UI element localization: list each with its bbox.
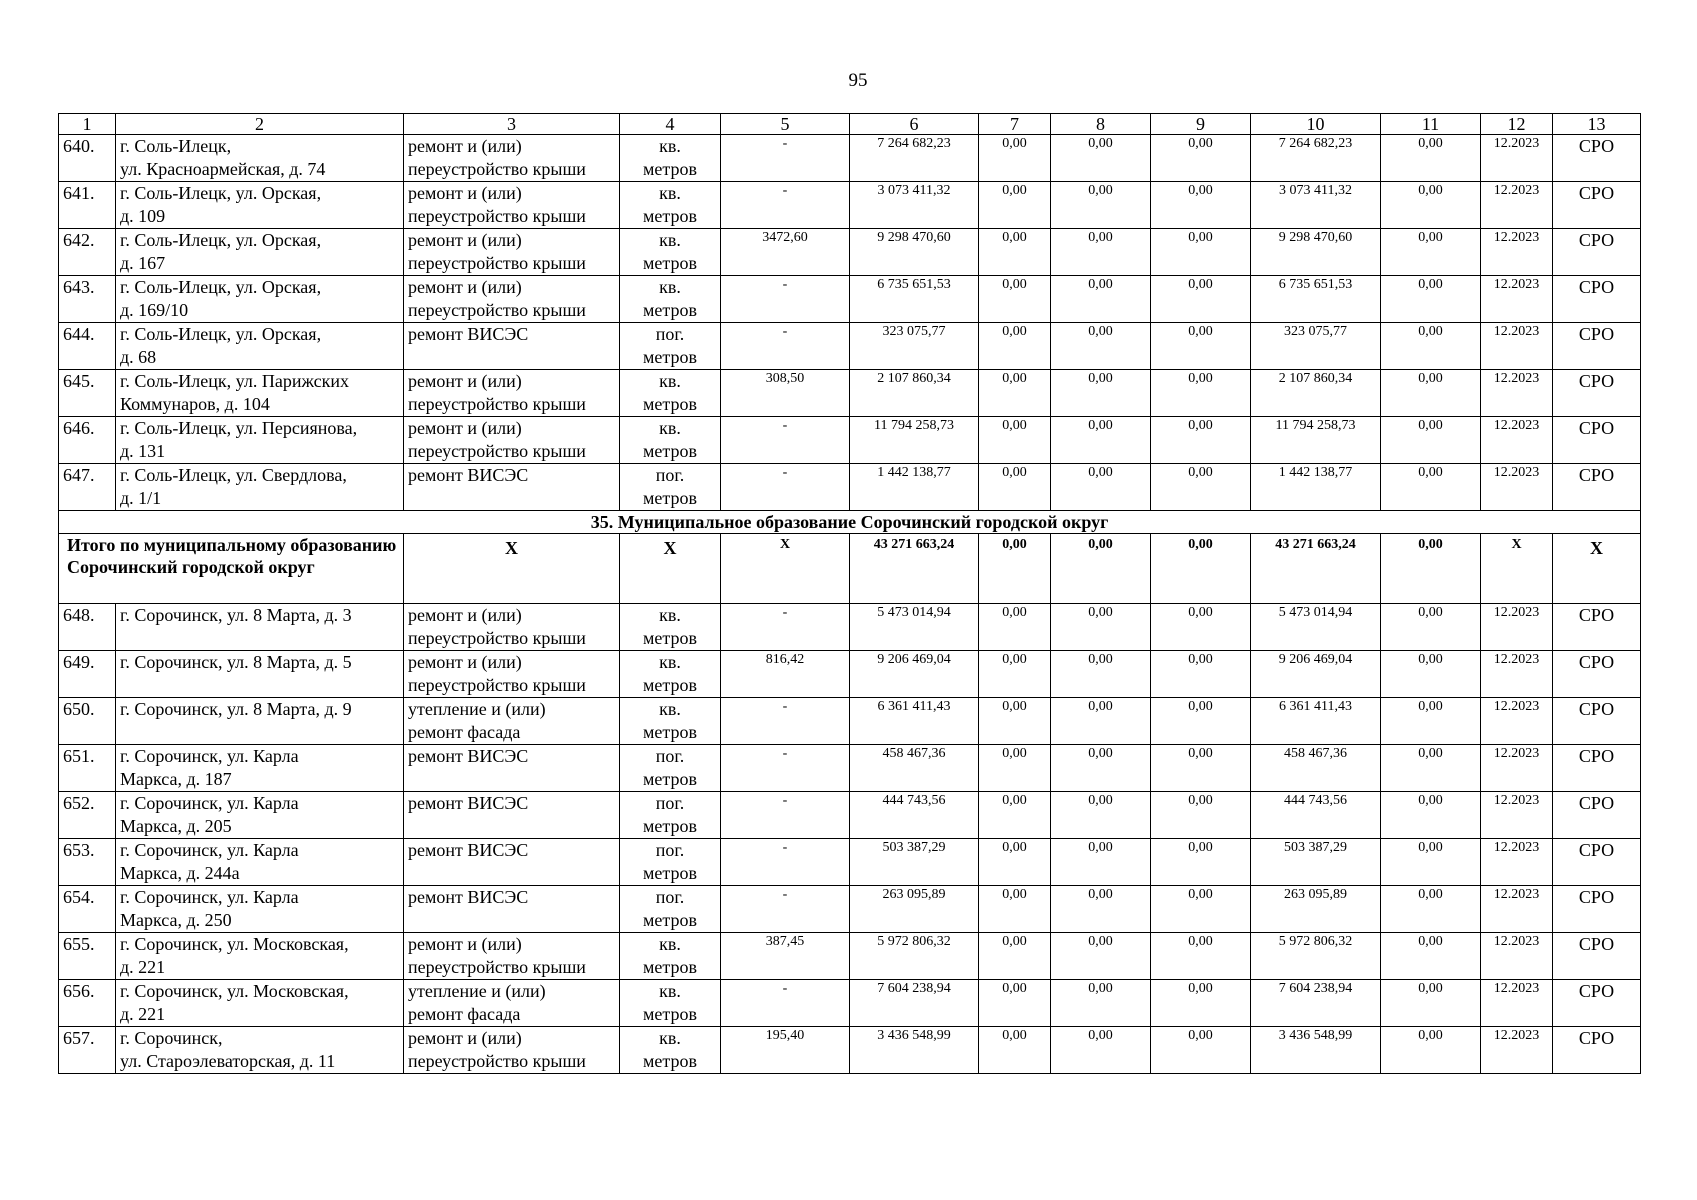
cell-work-type: ремонт ВИСЭС xyxy=(404,464,620,511)
cell-owner-funds: 1 442 138,77 xyxy=(1251,464,1381,511)
cell-federal-funds: 0,00 xyxy=(979,229,1051,276)
cell-regional-funds: 0,00 xyxy=(1051,1027,1151,1074)
cell-total-cost: 323 075,77 xyxy=(850,323,979,370)
cell-work-type: ремонт и (или) переустройство крыши xyxy=(404,1027,620,1074)
column-number-10: 10 xyxy=(1251,114,1381,135)
table-row xyxy=(59,886,1641,933)
total-cell-c8: 0,00 xyxy=(1051,534,1151,604)
cell-address: г. Соль-Илецк, ул. Парижских Коммунаров, д. 104 xyxy=(116,370,404,417)
cell-row-number: 649. xyxy=(59,651,116,698)
cell-total-cost: 458 467,36 xyxy=(850,745,979,792)
cell-work-type: утепление и (или) ремонт фасада xyxy=(404,698,620,745)
column-number-11: 11 xyxy=(1381,114,1481,135)
cell-area: 308,50 xyxy=(721,370,850,417)
cell-other-funds: 0,00 xyxy=(1381,886,1481,933)
cell-local-funds: 0,00 xyxy=(1151,792,1251,839)
table-row xyxy=(59,1027,1641,1074)
cell-local-funds: 0,00 xyxy=(1151,698,1251,745)
cell-owner-funds: 11 794 258,73 xyxy=(1251,417,1381,464)
cell-other-funds: 0,00 xyxy=(1381,980,1481,1027)
cell-capital-repair-method: СРО xyxy=(1553,182,1641,229)
cell-area: - xyxy=(721,182,850,229)
cell-total-cost: 9 298 470,60 xyxy=(850,229,979,276)
cell-other-funds: 0,00 xyxy=(1381,698,1481,745)
section-header-row xyxy=(59,511,1641,534)
cell-address: г. Сорочинск, ул. 8 Марта, д. 5 xyxy=(116,651,404,698)
cell-row-number: 652. xyxy=(59,792,116,839)
cell-work-type: ремонт ВИСЭС xyxy=(404,323,620,370)
cell-unit: кв. метров xyxy=(620,651,721,698)
cell-completion-date: 12.2023 xyxy=(1481,229,1553,276)
cell-regional-funds: 0,00 xyxy=(1051,933,1151,980)
cell-unit: пог. метров xyxy=(620,792,721,839)
cell-other-funds: 0,00 xyxy=(1381,604,1481,651)
cell-total-cost: 9 206 469,04 xyxy=(850,651,979,698)
cell-other-funds: 0,00 xyxy=(1381,417,1481,464)
cell-federal-funds: 0,00 xyxy=(979,933,1051,980)
cell-regional-funds: 0,00 xyxy=(1051,370,1151,417)
cell-local-funds: 0,00 xyxy=(1151,980,1251,1027)
cell-capital-repair-method: СРО xyxy=(1553,276,1641,323)
cell-capital-repair-method: СРО xyxy=(1553,886,1641,933)
cell-address: г. Сорочинск, ул. Староэлеваторская, д. 11 xyxy=(116,1027,404,1074)
cell-federal-funds: 0,00 xyxy=(979,182,1051,229)
cell-area: - xyxy=(721,980,850,1027)
column-number-3: 3 xyxy=(404,114,620,135)
cell-total-cost: 444 743,56 xyxy=(850,792,979,839)
cell-completion-date: 12.2023 xyxy=(1481,886,1553,933)
cell-unit: кв. метров xyxy=(620,370,721,417)
cell-other-funds: 0,00 xyxy=(1381,229,1481,276)
cell-federal-funds: 0,00 xyxy=(979,980,1051,1027)
cell-regional-funds: 0,00 xyxy=(1051,839,1151,886)
page-number: 95 xyxy=(848,70,868,91)
cell-owner-funds: 3 073 411,32 xyxy=(1251,182,1381,229)
cell-capital-repair-method: СРО xyxy=(1553,792,1641,839)
column-number-2: 2 xyxy=(116,114,404,135)
cell-regional-funds: 0,00 xyxy=(1051,464,1151,511)
cell-total-cost: 5 972 806,32 xyxy=(850,933,979,980)
table-row xyxy=(59,417,1641,464)
table-row xyxy=(59,323,1641,370)
cell-address: г. Сорочинск, ул. Карла Маркса, д. 250 xyxy=(116,886,404,933)
cell-unit: пог. метров xyxy=(620,464,721,511)
cell-owner-funds: 7 264 682,23 xyxy=(1251,135,1381,182)
cell-owner-funds: 2 107 860,34 xyxy=(1251,370,1381,417)
cell-area: 816,42 xyxy=(721,651,850,698)
cell-total-cost: 6 735 651,53 xyxy=(850,276,979,323)
cell-owner-funds: 5 972 806,32 xyxy=(1251,933,1381,980)
cell-row-number: 648. xyxy=(59,604,116,651)
cell-local-funds: 0,00 xyxy=(1151,229,1251,276)
column-number-7: 7 xyxy=(979,114,1051,135)
cell-total-cost: 263 095,89 xyxy=(850,886,979,933)
cell-regional-funds: 0,00 xyxy=(1051,182,1151,229)
cell-other-funds: 0,00 xyxy=(1381,792,1481,839)
total-label: Итого по муниципальному образованию Сорочинский городской округ xyxy=(59,534,404,604)
column-number-8: 8 xyxy=(1051,114,1151,135)
cell-completion-date: 12.2023 xyxy=(1481,417,1553,464)
cell-area: - xyxy=(721,792,850,839)
cell-unit: пог. метров xyxy=(620,839,721,886)
cell-local-funds: 0,00 xyxy=(1151,1027,1251,1074)
cell-work-type: ремонт ВИСЭС xyxy=(404,886,620,933)
cell-capital-repair-method: СРО xyxy=(1553,464,1641,511)
cell-work-type: утепление и (или) ремонт фасада xyxy=(404,980,620,1027)
cell-federal-funds: 0,00 xyxy=(979,323,1051,370)
cell-unit: кв. метров xyxy=(620,933,721,980)
cell-local-funds: 0,00 xyxy=(1151,886,1251,933)
cell-capital-repair-method: СРО xyxy=(1553,933,1641,980)
table-row xyxy=(59,792,1641,839)
cell-federal-funds: 0,00 xyxy=(979,464,1051,511)
cell-total-cost: 2 107 860,34 xyxy=(850,370,979,417)
cell-local-funds: 0,00 xyxy=(1151,135,1251,182)
cell-work-type: ремонт ВИСЭС xyxy=(404,792,620,839)
cell-federal-funds: 0,00 xyxy=(979,651,1051,698)
cell-federal-funds: 0,00 xyxy=(979,135,1051,182)
cell-row-number: 647. xyxy=(59,464,116,511)
cell-federal-funds: 0,00 xyxy=(979,745,1051,792)
cell-unit: кв. метров xyxy=(620,182,721,229)
cell-area: 195,40 xyxy=(721,1027,850,1074)
total-cell-c4: X xyxy=(620,534,721,604)
cell-federal-funds: 0,00 xyxy=(979,276,1051,323)
cell-completion-date: 12.2023 xyxy=(1481,276,1553,323)
cell-completion-date: 12.2023 xyxy=(1481,980,1553,1027)
cell-capital-repair-method: СРО xyxy=(1553,323,1641,370)
cell-area: - xyxy=(721,604,850,651)
cell-unit: кв. метров xyxy=(620,276,721,323)
cell-capital-repair-method: СРО xyxy=(1553,980,1641,1027)
cell-federal-funds: 0,00 xyxy=(979,1027,1051,1074)
total-cell-c6: 43 271 663,24 xyxy=(850,534,979,604)
cell-address: г. Сорочинск, ул. Московская, д. 221 xyxy=(116,933,404,980)
cell-completion-date: 12.2023 xyxy=(1481,698,1553,745)
cell-local-funds: 0,00 xyxy=(1151,417,1251,464)
table-row xyxy=(59,182,1641,229)
column-number-row xyxy=(59,114,1641,135)
total-cell-c12: X xyxy=(1481,534,1553,604)
cell-regional-funds: 0,00 xyxy=(1051,980,1151,1027)
cell-total-cost: 3 436 548,99 xyxy=(850,1027,979,1074)
section-title: 35. Муниципальное образование Сорочинский городской округ xyxy=(59,511,1641,534)
cell-owner-funds: 7 604 238,94 xyxy=(1251,980,1381,1027)
cell-other-funds: 0,00 xyxy=(1381,839,1481,886)
cell-work-type: ремонт ВИСЭС xyxy=(404,745,620,792)
cell-row-number: 644. xyxy=(59,323,116,370)
cell-work-type: ремонт и (или) переустройство крыши xyxy=(404,182,620,229)
cell-owner-funds: 503 387,29 xyxy=(1251,839,1381,886)
cell-address: г. Соль-Илецк, ул. Орская, д. 68 xyxy=(116,323,404,370)
cell-regional-funds: 0,00 xyxy=(1051,745,1151,792)
cell-other-funds: 0,00 xyxy=(1381,1027,1481,1074)
cell-capital-repair-method: СРО xyxy=(1553,1027,1641,1074)
cell-owner-funds: 323 075,77 xyxy=(1251,323,1381,370)
cell-area: - xyxy=(721,276,850,323)
cell-work-type: ремонт и (или) переустройство крыши xyxy=(404,933,620,980)
column-number-9: 9 xyxy=(1151,114,1251,135)
cell-work-type: ремонт и (или) переустройство крыши xyxy=(404,370,620,417)
cell-capital-repair-method: СРО xyxy=(1553,651,1641,698)
cell-area: - xyxy=(721,839,850,886)
cell-row-number: 651. xyxy=(59,745,116,792)
cell-owner-funds: 3 436 548,99 xyxy=(1251,1027,1381,1074)
cell-other-funds: 0,00 xyxy=(1381,745,1481,792)
cell-total-cost: 3 073 411,32 xyxy=(850,182,979,229)
cell-regional-funds: 0,00 xyxy=(1051,323,1151,370)
capital-repair-table xyxy=(58,113,1641,1074)
cell-other-funds: 0,00 xyxy=(1381,135,1481,182)
column-number-12: 12 xyxy=(1481,114,1553,135)
total-cell-c11: 0,00 xyxy=(1381,534,1481,604)
cell-address: г. Сорочинск, ул. Московская, д. 221 xyxy=(116,980,404,1027)
cell-federal-funds: 0,00 xyxy=(979,839,1051,886)
table-row xyxy=(59,604,1641,651)
table-row xyxy=(59,370,1641,417)
cell-address: г. Сорочинск, ул. 8 Марта, д. 3 xyxy=(116,604,404,651)
cell-local-funds: 0,00 xyxy=(1151,839,1251,886)
cell-federal-funds: 0,00 xyxy=(979,698,1051,745)
cell-capital-repair-method: СРО xyxy=(1553,604,1641,651)
cell-address: г. Соль-Илецк, ул. Красноармейская, д. 74 xyxy=(116,135,404,182)
table-row xyxy=(59,276,1641,323)
cell-row-number: 655. xyxy=(59,933,116,980)
total-cell-c3: X xyxy=(404,534,620,604)
cell-local-funds: 0,00 xyxy=(1151,182,1251,229)
cell-completion-date: 12.2023 xyxy=(1481,135,1553,182)
cell-area: 387,45 xyxy=(721,933,850,980)
cell-other-funds: 0,00 xyxy=(1381,651,1481,698)
cell-unit: кв. метров xyxy=(620,1027,721,1074)
cell-regional-funds: 0,00 xyxy=(1051,651,1151,698)
cell-completion-date: 12.2023 xyxy=(1481,839,1553,886)
cell-completion-date: 12.2023 xyxy=(1481,464,1553,511)
cell-unit: кв. метров xyxy=(620,604,721,651)
cell-regional-funds: 0,00 xyxy=(1051,698,1151,745)
cell-row-number: 646. xyxy=(59,417,116,464)
cell-work-type: ремонт и (или) переустройство крыши xyxy=(404,651,620,698)
cell-completion-date: 12.2023 xyxy=(1481,323,1553,370)
cell-unit: кв. метров xyxy=(620,980,721,1027)
cell-unit: кв. метров xyxy=(620,135,721,182)
table-row xyxy=(59,745,1641,792)
total-cell-c10: 43 271 663,24 xyxy=(1251,534,1381,604)
cell-owner-funds: 5 473 014,94 xyxy=(1251,604,1381,651)
cell-row-number: 641. xyxy=(59,182,116,229)
cell-local-funds: 0,00 xyxy=(1151,745,1251,792)
cell-capital-repair-method: СРО xyxy=(1553,839,1641,886)
cell-total-cost: 5 473 014,94 xyxy=(850,604,979,651)
cell-unit: кв. метров xyxy=(620,229,721,276)
cell-completion-date: 12.2023 xyxy=(1481,604,1553,651)
cell-regional-funds: 0,00 xyxy=(1051,604,1151,651)
table-row xyxy=(59,839,1641,886)
cell-other-funds: 0,00 xyxy=(1381,276,1481,323)
cell-completion-date: 12.2023 xyxy=(1481,182,1553,229)
cell-federal-funds: 0,00 xyxy=(979,886,1051,933)
cell-address: г. Соль-Илецк, ул. Персиянова, д. 131 xyxy=(116,417,404,464)
cell-regional-funds: 0,00 xyxy=(1051,276,1151,323)
total-cell-c13: X xyxy=(1553,534,1641,604)
cell-other-funds: 0,00 xyxy=(1381,323,1481,370)
total-row xyxy=(59,534,1641,604)
cell-owner-funds: 263 095,89 xyxy=(1251,886,1381,933)
total-cell-c7: 0,00 xyxy=(979,534,1051,604)
cell-federal-funds: 0,00 xyxy=(979,370,1051,417)
cell-row-number: 642. xyxy=(59,229,116,276)
cell-address: г. Сорочинск, ул. Карла Маркса, д. 187 xyxy=(116,745,404,792)
column-number-1: 1 xyxy=(59,114,116,135)
cell-unit: пог. метров xyxy=(620,886,721,933)
table-row xyxy=(59,464,1641,511)
cell-work-type: ремонт и (или) переустройство крыши xyxy=(404,276,620,323)
column-number-6: 6 xyxy=(850,114,979,135)
cell-address: г. Сорочинск, ул. Карла Маркса, д. 205 xyxy=(116,792,404,839)
cell-local-funds: 0,00 xyxy=(1151,323,1251,370)
cell-area: - xyxy=(721,464,850,511)
cell-owner-funds: 9 298 470,60 xyxy=(1251,229,1381,276)
cell-address: г. Соль-Илецк, ул. Орская, д. 109 xyxy=(116,182,404,229)
cell-address: г. Соль-Илецк, ул. Свердлова, д. 1/1 xyxy=(116,464,404,511)
cell-owner-funds: 458 467,36 xyxy=(1251,745,1381,792)
cell-unit: кв. метров xyxy=(620,417,721,464)
cell-area: - xyxy=(721,886,850,933)
table-row xyxy=(59,698,1641,745)
cell-federal-funds: 0,00 xyxy=(979,604,1051,651)
cell-other-funds: 0,00 xyxy=(1381,182,1481,229)
cell-regional-funds: 0,00 xyxy=(1051,417,1151,464)
cell-row-number: 654. xyxy=(59,886,116,933)
table-row xyxy=(59,933,1641,980)
cell-row-number: 650. xyxy=(59,698,116,745)
cell-capital-repair-method: СРО xyxy=(1553,745,1641,792)
cell-other-funds: 0,00 xyxy=(1381,933,1481,980)
cell-unit: пог. метров xyxy=(620,323,721,370)
cell-capital-repair-method: СРО xyxy=(1553,370,1641,417)
cell-completion-date: 12.2023 xyxy=(1481,370,1553,417)
cell-local-funds: 0,00 xyxy=(1151,370,1251,417)
cell-regional-funds: 0,00 xyxy=(1051,135,1151,182)
cell-federal-funds: 0,00 xyxy=(979,417,1051,464)
cell-local-funds: 0,00 xyxy=(1151,651,1251,698)
table-row xyxy=(59,980,1641,1027)
cell-capital-repair-method: СРО xyxy=(1553,417,1641,464)
cell-total-cost: 11 794 258,73 xyxy=(850,417,979,464)
cell-completion-date: 12.2023 xyxy=(1481,792,1553,839)
table-row xyxy=(59,651,1641,698)
cell-area: - xyxy=(721,745,850,792)
cell-unit: кв. метров xyxy=(620,698,721,745)
column-number-4: 4 xyxy=(620,114,721,135)
cell-address: г. Сорочинск, ул. 8 Марта, д. 9 xyxy=(116,698,404,745)
cell-regional-funds: 0,00 xyxy=(1051,792,1151,839)
cell-total-cost: 7 604 238,94 xyxy=(850,980,979,1027)
cell-federal-funds: 0,00 xyxy=(979,792,1051,839)
cell-work-type: ремонт и (или) переустройство крыши xyxy=(404,604,620,651)
cell-owner-funds: 444 743,56 xyxy=(1251,792,1381,839)
cell-capital-repair-method: СРО xyxy=(1553,698,1641,745)
cell-completion-date: 12.2023 xyxy=(1481,651,1553,698)
column-number-13: 13 xyxy=(1553,114,1641,135)
cell-completion-date: 12.2023 xyxy=(1481,1027,1553,1074)
cell-local-funds: 0,00 xyxy=(1151,933,1251,980)
cell-address: г. Соль-Илецк, ул. Орская, д. 169/10 xyxy=(116,276,404,323)
table-row xyxy=(59,135,1641,182)
cell-owner-funds: 6 361 411,43 xyxy=(1251,698,1381,745)
cell-area: - xyxy=(721,698,850,745)
cell-local-funds: 0,00 xyxy=(1151,276,1251,323)
cell-address: г. Соль-Илецк, ул. Орская, д. 167 xyxy=(116,229,404,276)
cell-area: - xyxy=(721,417,850,464)
cell-row-number: 645. xyxy=(59,370,116,417)
total-cell-c9: 0,00 xyxy=(1151,534,1251,604)
cell-capital-repair-method: СРО xyxy=(1553,229,1641,276)
cell-row-number: 653. xyxy=(59,839,116,886)
column-number-5: 5 xyxy=(721,114,850,135)
cell-row-number: 640. xyxy=(59,135,116,182)
cell-completion-date: 12.2023 xyxy=(1481,933,1553,980)
cell-owner-funds: 9 206 469,04 xyxy=(1251,651,1381,698)
cell-other-funds: 0,00 xyxy=(1381,464,1481,511)
cell-work-type: ремонт и (или) переустройство крыши xyxy=(404,135,620,182)
total-cell-c5: X xyxy=(721,534,850,604)
cell-work-type: ремонт и (или) переустройство крыши xyxy=(404,417,620,464)
cell-row-number: 657. xyxy=(59,1027,116,1074)
cell-total-cost: 6 361 411,43 xyxy=(850,698,979,745)
cell-unit: пог. метров xyxy=(620,745,721,792)
cell-completion-date: 12.2023 xyxy=(1481,745,1553,792)
cell-capital-repair-method: СРО xyxy=(1553,135,1641,182)
cell-area: 3472,60 xyxy=(721,229,850,276)
cell-area: - xyxy=(721,135,850,182)
cell-other-funds: 0,00 xyxy=(1381,370,1481,417)
cell-owner-funds: 6 735 651,53 xyxy=(1251,276,1381,323)
table-row xyxy=(59,229,1641,276)
cell-address: г. Сорочинск, ул. Карла Маркса, д. 244а xyxy=(116,839,404,886)
cell-row-number: 643. xyxy=(59,276,116,323)
cell-area: - xyxy=(721,323,850,370)
cell-local-funds: 0,00 xyxy=(1151,604,1251,651)
cell-regional-funds: 0,00 xyxy=(1051,229,1151,276)
cell-total-cost: 7 264 682,23 xyxy=(850,135,979,182)
cell-total-cost: 1 442 138,77 xyxy=(850,464,979,511)
cell-local-funds: 0,00 xyxy=(1151,464,1251,511)
cell-total-cost: 503 387,29 xyxy=(850,839,979,886)
cell-work-type: ремонт ВИСЭС xyxy=(404,839,620,886)
cell-regional-funds: 0,00 xyxy=(1051,886,1151,933)
cell-work-type: ремонт и (или) переустройство крыши xyxy=(404,229,620,276)
cell-row-number: 656. xyxy=(59,980,116,1027)
